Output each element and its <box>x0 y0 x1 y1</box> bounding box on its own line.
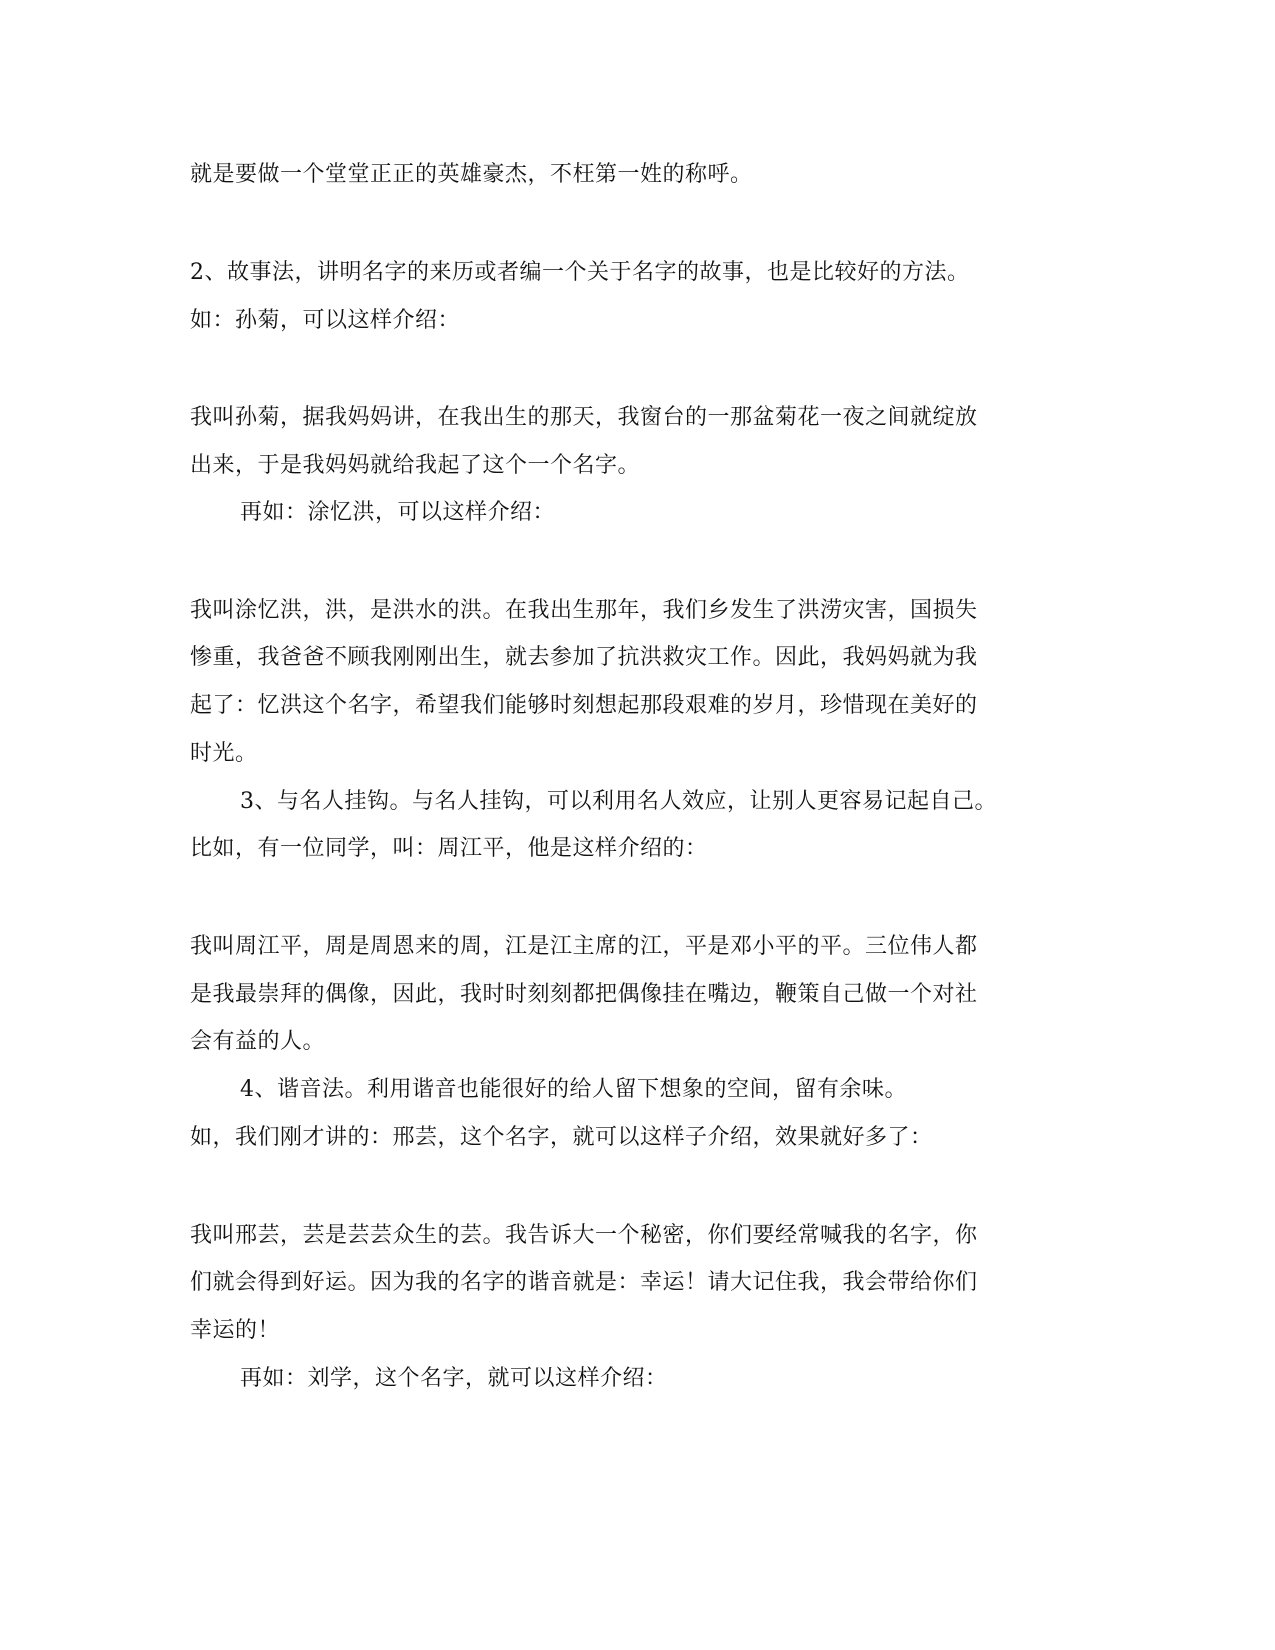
text-line: 再如：涂忆洪，可以这样介绍： <box>240 500 556 525</box>
text-line: 出来，于是我妈妈就给我起了这个一个名字。 <box>190 453 641 478</box>
text-line: 们就会得到好运。因为我的名字的谐音就是：幸运！请大记住我，我会带给你们 <box>190 1270 978 1295</box>
text-line: 3、与名人挂钩。与名人挂钩，可以利用名人效应，让别人更容易记起自己。 <box>240 789 997 814</box>
text-line: 比如，有一位同学，叫：周江平，他是这样介绍的： <box>190 836 708 861</box>
text-line: 我叫涂忆洪，洪，是洪水的洪。在我出生那年，我们乡发生了洪涝灾害，国损失 <box>190 598 978 623</box>
text-line: 起了：忆洪这个名字，希望我们能够时刻想起那段艰难的岁月，珍惜现在美好的 <box>190 693 978 718</box>
text-line: 幸运的！ <box>190 1318 281 1343</box>
text-line: 惨重，我爸爸不顾我刚刚出生，就去参加了抗洪救灾工作。因此，我妈妈就为我 <box>190 645 978 670</box>
text-line: 4、谐音法。利用谐音也能很好的给人留下想象的空间，留有余味。 <box>240 1077 907 1102</box>
text-line: 我叫周江平，周是周恩来的周，江是江主席的江，平是邓小平的平。三位伟人都 <box>190 934 978 959</box>
text-line: 就是要做一个堂堂正正的英雄豪杰，不枉第一姓的称呼。 <box>190 162 753 187</box>
text-line: 如，我们刚才讲的：邢芸，这个名字，就可以这样子介绍，效果就好多了： <box>190 1125 933 1150</box>
text-line: 再如：刘学，这个名字，就可以这样介绍： <box>240 1366 668 1391</box>
text-line: 是我最崇拜的偶像，因此，我时时刻刻都把偶像挂在嘴边，鞭策自己做一个对社 <box>190 982 978 1007</box>
text-line: 我叫邢芸，芸是芸芸众生的芸。我告诉大一个秘密，你们要经常喊我的名字，你 <box>190 1223 978 1248</box>
text-line: 会有益的人。 <box>190 1029 326 1054</box>
text-line: 时光。 <box>190 741 258 766</box>
text-line: 我叫孙菊，据我妈妈讲，在我出生的那天，我窗台的一那盆菊花一夜之间就绽放 <box>190 405 978 430</box>
text-line: 2、故事法，讲明名字的来历或者编一个关于名字的故事，也是比较好的方法。 <box>190 260 970 285</box>
text-line: 如：孙菊，可以这样介绍： <box>190 308 461 333</box>
